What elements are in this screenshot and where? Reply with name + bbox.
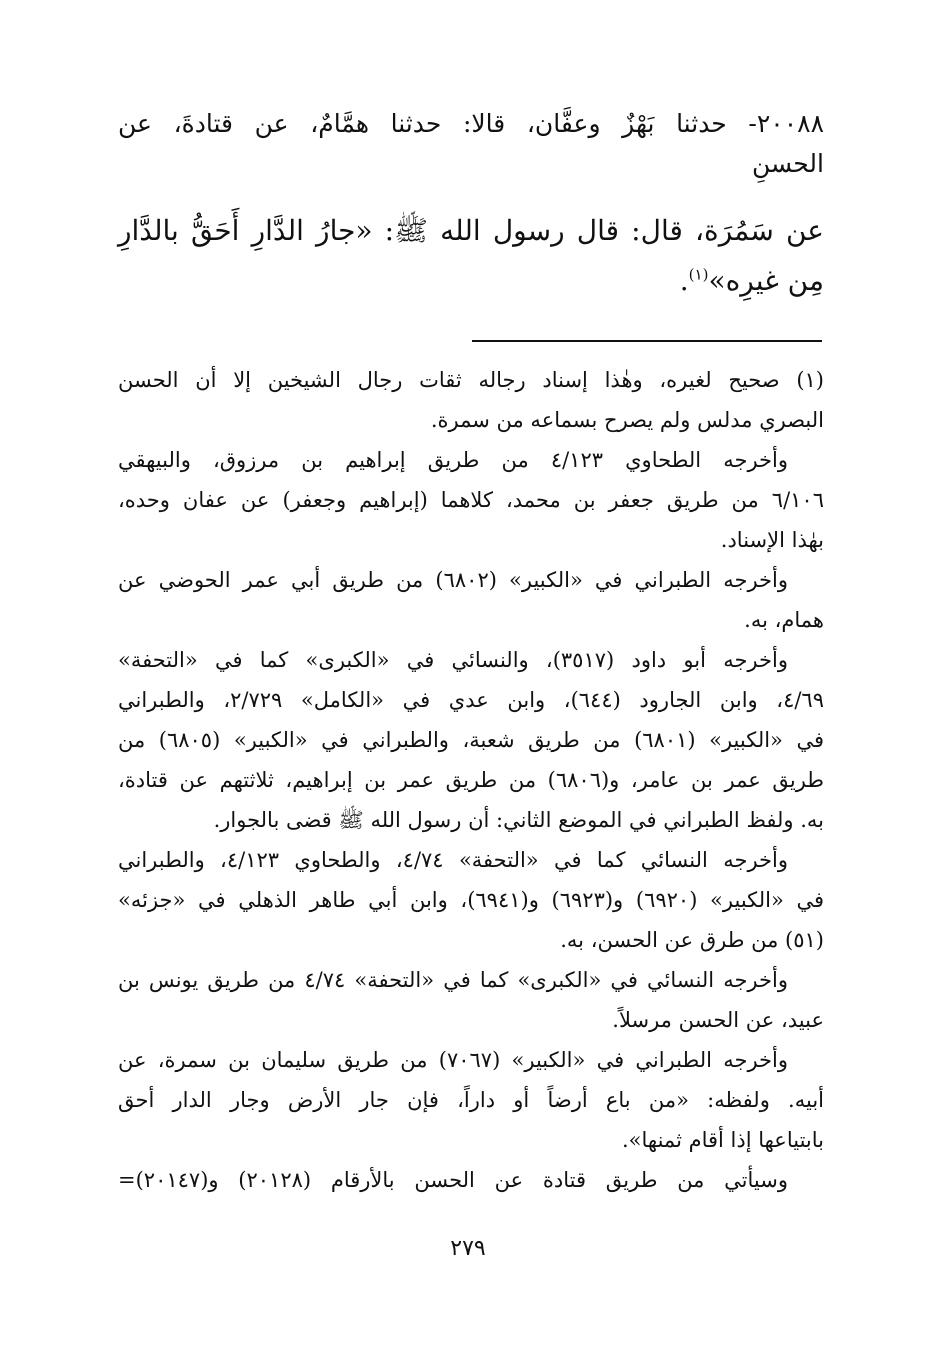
footnote-line: وأخرجه أبو داود (٣٥١٧)، والنسائي في «الكبرى» كما في «التحفة»	[118, 648, 788, 672]
footnotes	[118, 360, 824, 1200]
footnote-paragraph	[118, 360, 824, 440]
footnote-line: في «الكبير» (٦٩٢٠) و(٦٩٢٣) و(٦٩٤١)، وابن أبي طاهر الذهلي في «جزئه»	[118, 888, 825, 912]
footnote-line: في «الكبير» (٦٨٠١) من طريق شعبة، والطبراني في «الكبير» (٦٨٠٥) من	[118, 728, 824, 752]
isnad-line-1: ٢٠٠٨٨- حدثنا بَهْزٌ وعفَّان، قالا: حدثنا همَّامٌ، عن قتادةَ، عن	[118, 109, 824, 138]
footnote-line: وأخرجه النسائي في «الكبرى» كما في «التحفة» ٤/٧٤ من طريق يونس بن	[118, 968, 788, 992]
footnote-line: ٦/١٠٦ من طريق جعفر بن محمد، كلاهما (إبراهيم وجعفر) عن عفان وحده،	[118, 488, 824, 512]
footnote-divider	[472, 340, 822, 342]
matn-line-2-text: مِن غيرِه»	[708, 264, 824, 297]
hadith-isnad	[118, 104, 824, 184]
footnote-line: البصري مدلس ولم يصرح بسماعه من سمرة.	[430, 408, 824, 432]
footnote-paragraph	[118, 1040, 824, 1160]
footnote-line: وأخرجه الطحاوي ٤/١٢٣ من طريق إبراهيم بن مرزوق، والبيهقي	[118, 448, 788, 472]
footnote-line: (٥١) من طرق عن الحسن، به.	[560, 928, 824, 952]
hadith-matn	[118, 206, 824, 306]
footnote-paragraph	[118, 640, 824, 840]
footnote-line: وسيأتي من طريق قتادة عن الحسن بالأرقام (٢٠١٢٨) و(٢٠١٤٧)=	[118, 1168, 788, 1192]
footnote-line: وأخرجه الطبراني في «الكبير» (٧٠٦٧) من طريق سليمان بن سمرة، عن	[118, 1048, 788, 1072]
footnote-line: همام، به.	[744, 608, 824, 632]
footnote-line: طريق عمر بن عامر، و(٦٨٠٦) من طريق عمر بن إبراهيم، ثلاثتهم عن قتادة،	[118, 768, 824, 792]
footnote-paragraph	[118, 840, 824, 960]
footnote-line: ٤/٦٩، وابن الجارود (٦٤٤)، وابن عدي في «الكامل» ٢/٧٢٩، والطبراني	[118, 688, 824, 712]
footnote-marker: (١)	[688, 265, 709, 284]
footnote-line: (١) صحيح لغيره، وهٰذا إسناد رجاله ثقات رجال الشيخين إلا أن الحسن	[118, 368, 824, 392]
matn-line-1: عن سَمُرَة، قال: قال رسول الله ﷺ: «جارُ الدَّارِ أَحَقُّ بالدَّارِ	[118, 214, 824, 247]
footnote-paragraph	[118, 960, 824, 1040]
footnote-line: بهٰذا الإسناد.	[720, 528, 824, 552]
footnote-line: عبيد، عن الحسن مرسلاً.	[612, 1008, 824, 1032]
footnote-line: وأخرجه النسائي كما في «التحفة» ٤/٧٤، والطحاوي ٤/١٢٣، والطبراني	[118, 848, 788, 872]
page-number: ٢٧٩	[450, 1236, 486, 1261]
footnote-paragraph	[118, 560, 824, 640]
footnote-line: أبيه. ولفظه: «من باع أرضاً أو داراً، فإن جار الأرض وجار الدار أحق	[118, 1088, 824, 1112]
footnote-paragraph	[118, 440, 824, 560]
footnote-line: به. ولفظ الطبراني في الموضع الثاني: أن رسول الله ﷺ قضى بالجوار.	[213, 808, 824, 832]
isnad-line-2: الحسنِ	[751, 149, 824, 178]
matn-line-2	[118, 256, 824, 306]
footnote-paragraph	[118, 1160, 824, 1200]
footnote-line: وأخرجه الطبراني في «الكبير» (٦٨٠٢) من طريق أبي عمر الحوضي عن	[118, 568, 788, 592]
matn-end-period: .	[679, 264, 689, 297]
footnote-line: بابتياعها إذا أقام ثمنها».	[621, 1128, 824, 1152]
